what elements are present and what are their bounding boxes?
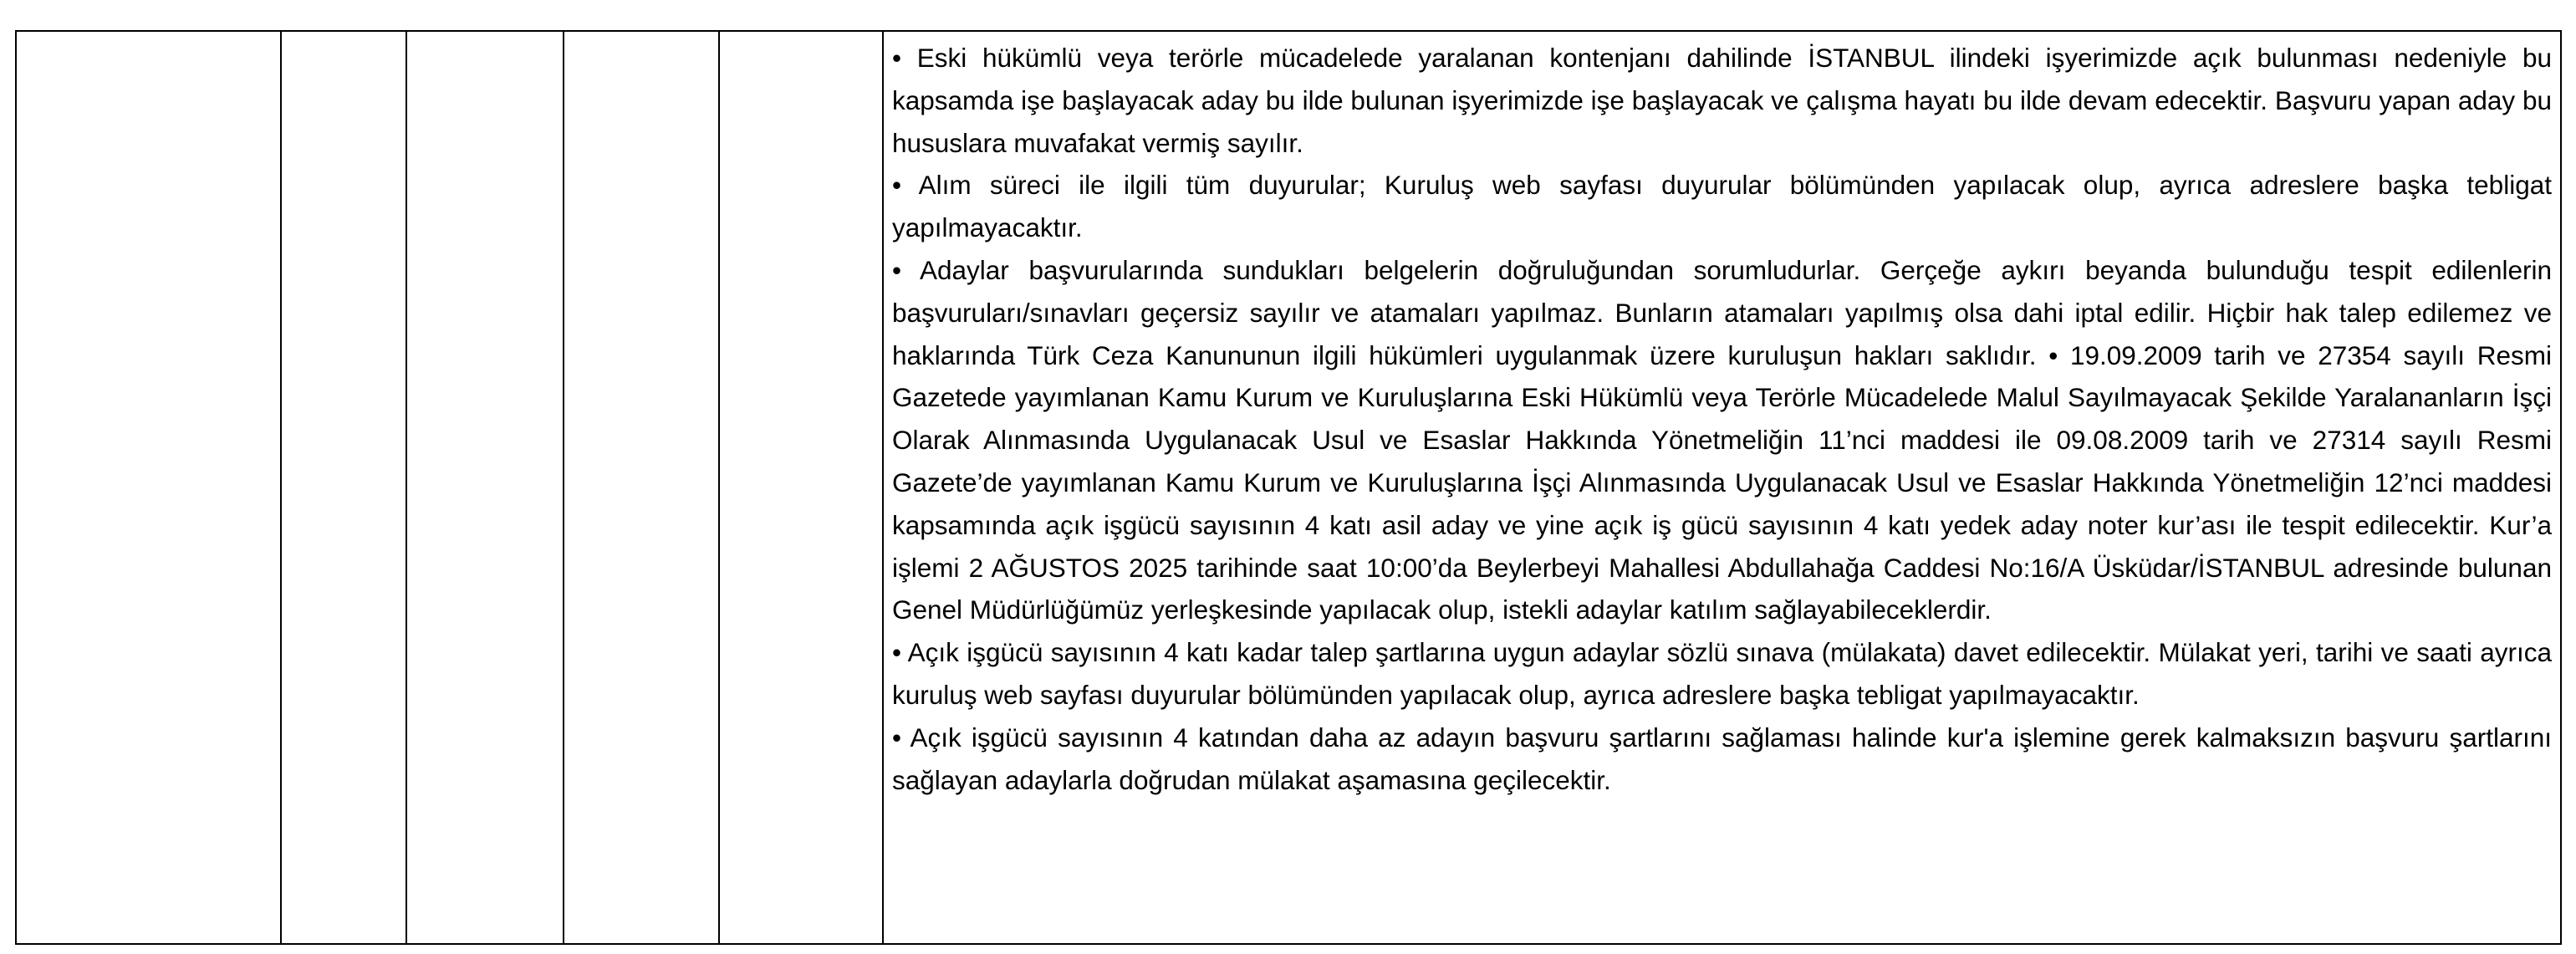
- paragraph-workplace-location: • Eski hükümlü veya terörle mücadelede yaralanan kontenjanı dahilinde İSTANBUL ilindeki işyerimizde açık bulunması nedeniyle bu kapsamda işe başlayacak aday bu ilde bulunan işyerimizde işe başlayacak ve çalışma hayatı bu ilde devam edecektir. Başvuru yapan aday bu hususlara muvafakat vermiş sayılır.: [892, 43, 2552, 158]
- conditions-text-cell: [883, 31, 2561, 944]
- announcement-table: [15, 30, 2562, 945]
- paragraph-interview-invitation: • Açık işgücü sayısının 4 katı kadar talep şartlarına uygun adaylar sözlü sınava (mülakata) davet edilecektir. Mülakat yeri, tarihi ve saati ayrıca kuruluş web sayfası duyurular bölümünden yapılacak olup, ayrıca adreslere başka tebligat yapılmayacaktır.: [892, 637, 2552, 710]
- empty-cell-1: [16, 31, 281, 944]
- empty-cell-3: [406, 31, 564, 944]
- paragraph-announcements: • Alım süreci ile ilgili tüm duyurular; Kuruluş web sayfası duyurular bölümünden yapılacak olup, ayrıca adreslere başka tebligat yapılmayacaktır.: [892, 170, 2552, 243]
- empty-cell-4: [564, 31, 719, 944]
- empty-cell-5: [719, 31, 883, 944]
- table-row: [16, 31, 2561, 944]
- paragraph-document-accuracy-and-lottery: • Adaylar başvurularında sundukları belgelerin doğruluğundan sorumludurlar. Gerçeğe aykırı beyanda bulunduğu tespit edilenlerin başvuruları/sınavları geçersiz sayılır ve atamaları yapılmaz. Bunların atamaları yapılmış olsa dahi iptal edilir. Hiçbir hak talep edilemez ve haklarında Türk Ceza Kanununun ilgili hükümleri uygulanmak üzere kuruluşun hakları saklıdır. • 19.09.2009 tarih ve 27354 sayılı Resmi Gazetede yayımlanan Kamu Kurum ve Kuruluşlarına Eski Hükümlü veya Terörle Mücadelede Malul Sayılmayacak Şekilde Yaralananların İşçi Olarak Alınmasında Uygulanacak Usul ve Esaslar Hakkında Yönetmeliğin 11’nci maddesi ile 09.08.2009 tarih ve 27314 sayılı Resmi Gazete’de yayımlanan Kamu Kurum ve Kuruluşlarına İşçi Alınmasında Uygulanacak Usul ve Esaslar Hakkında Yönetmeliğin 12’nci maddesi kapsamında açık işgücü sayısının 4 katı asil aday ve yine açık iş gücü sayısının 4 katı yedek aday noter kur’ası ile tespit edilecektir. Kur’a işlemi 2 AĞUSTOS 2025 tarihinde saat 10:00’da Beylerbeyi Mahallesi Abdullahağa Caddesi No:16/A Üsküdar/İSTANBUL adresinde bulunan Genel Müdürlüğümüz yerleşkesinde yapılacak olup, istekli adaylar katılım sağlayabileceklerdir.: [892, 254, 2552, 625]
- empty-cell-2: [281, 31, 406, 944]
- paragraph-direct-interview: • Açık işgücü sayısının 4 katından daha az adayın başvuru şartlarını sağlaması halinde kur'a işlemine gerek kalmaksızın başvuru şartlarını sağlayan adaylarla doğrudan mülakat aşamasına geçilecektir.: [892, 722, 2552, 795]
